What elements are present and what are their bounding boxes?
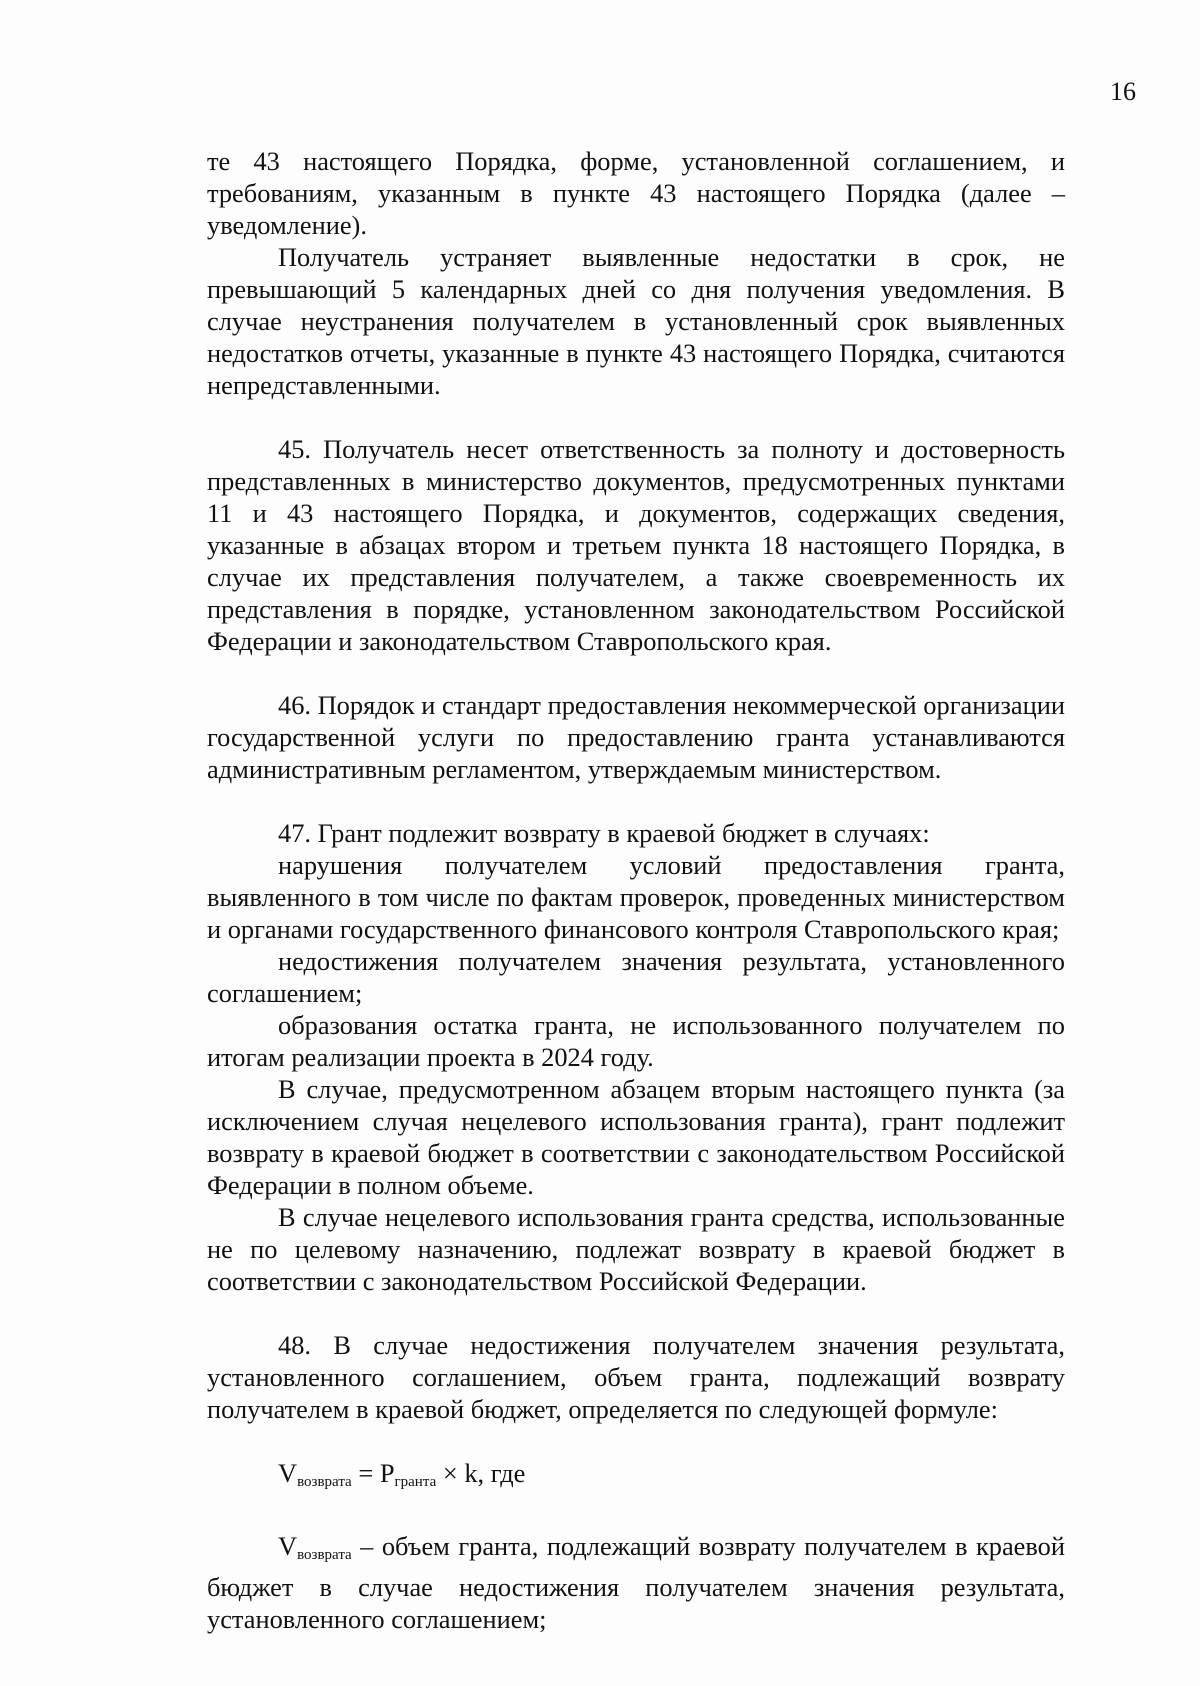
return-formula [207, 1457, 1065, 1498]
formula-v-subscript: возврата [297, 1474, 352, 1490]
formula-v-symbol: V [278, 1458, 298, 1488]
paragraph-47-item-5: В случае нецелевого использования гранта средства, использованные не по целевому назначению, подлежат возврату в краевой бюджет в соответствии с законодательством Российской Федерации. [207, 1202, 1065, 1296]
formula-times: × [436, 1458, 465, 1488]
paragraph-47-item-3: образования остатка гранта, не использованного получателем по итогам реализации проекта в 2024 году. [207, 1010, 1065, 1072]
definition-symbol: V [278, 1531, 298, 1561]
paragraph-47: 47. Грант подлежит возврату в краевой бюджет в случаях: [278, 818, 930, 848]
formula-k: k [464, 1458, 478, 1488]
paragraph-deficiency-correction: Получатель устраняет выявленные недостатки в срок, не превышающий 5 календарных дней со дня получения уведомления. В случае неустранения получателем в установленный срок выявленных недостатков отчеты, указанные в пункте 43 настоящего Порядка, считаются непредставленными. [207, 242, 1065, 400]
paragraph-46: 46. Порядок и стандарт предоставления некоммерческой организации государственной услуги по предоставлению гранта устанавливаются административным регламентом, утверждаемым министерством. [207, 690, 1065, 784]
paragraph-48: 48. В случае недостижения получателем значения результата, установленного соглашением, объем гранта, подлежащий возврату получателем в краевой бюджет, определяется по следующей формуле: [207, 1330, 1065, 1424]
paragraph-47-item-4: В случае, предусмотренном абзацем вторым настоящего пункта (за исключением случая нецелевого использования гранта), грант подлежит возврату в краевой бюджет в соответствии с законодательством Российской Федерации в полном объеме. [207, 1074, 1065, 1200]
formula-p-symbol: P [379, 1458, 395, 1488]
paragraph-continuation: те 43 настоящего Порядка, форме, установленной соглашением, и требованиям, указанным в пункте 43 настоящего Порядка (далее – уведомление). [207, 146, 1065, 240]
paragraph-45: 45. Получатель несет ответственность за полноту и достоверность представленных в министерство документов, предусмотренных пунктами 11 и 43 настоящего Порядка, и документов, содержащих сведения, указанные в абзацах втором и третьем пункта 18 настоящего Порядка, в случае их представления получателем, а также своевременность их представления в порядке, установленном законодательством Российской Федерации и законодательством Ставропольского края. [207, 434, 1065, 656]
paragraph-47-item-1: нарушения получателем условий предоставления гранта, выявленного в том числе по фактам проверок, проведенных министерством и органами государственного финансового контроля Ставропольского края; [207, 850, 1065, 944]
formula-p-subscript: гранта [394, 1474, 437, 1490]
formula-tail: , где [477, 1458, 526, 1488]
paragraph-47-item-2: недостижения получателем значения результата, установленного соглашением; [207, 946, 1065, 1008]
formula-equals: = [351, 1458, 380, 1488]
definition-text: – объем гранта, подлежащий возврату получателем в краевой бюджет в случае недостижения получателем значения результата, установленного соглашением; [207, 1531, 1065, 1634]
page-number: 16 [1110, 77, 1136, 106]
document-body [207, 145, 1065, 1635]
definition-subscript: возврата [297, 1547, 352, 1563]
definition-v-return [207, 1530, 1065, 1635]
